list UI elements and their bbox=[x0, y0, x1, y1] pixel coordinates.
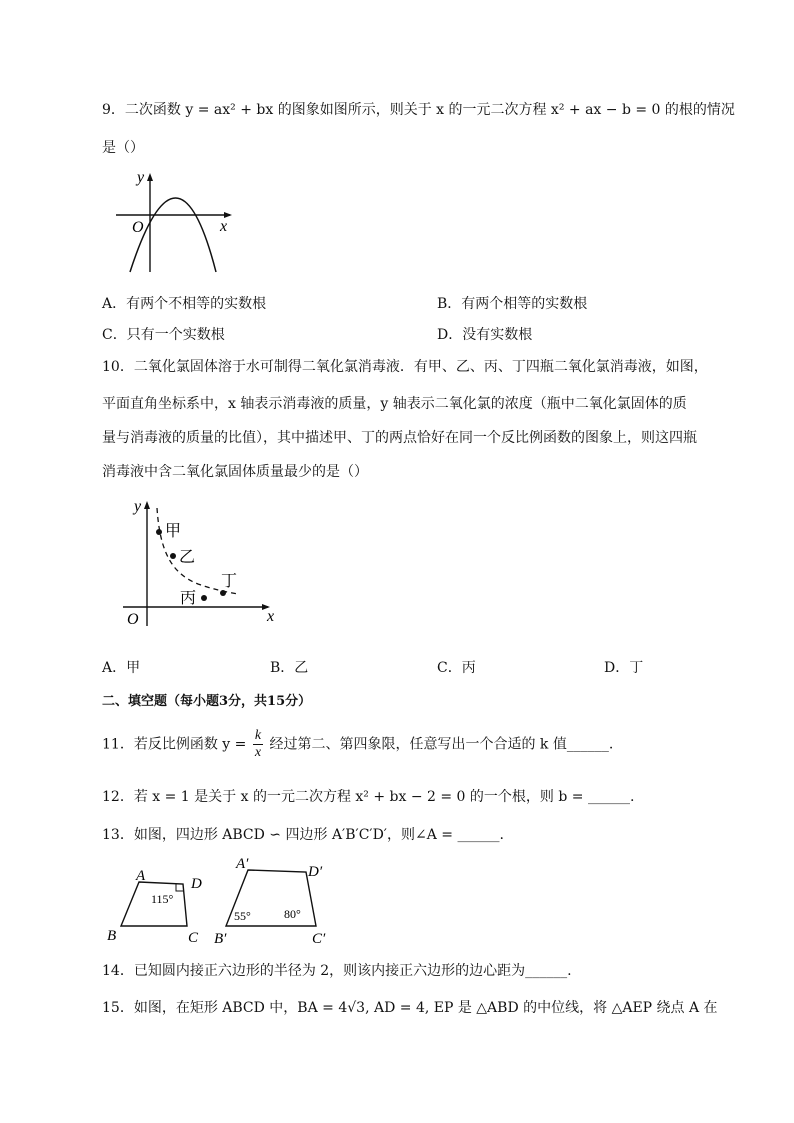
q13-quadrilateral-abcd-prime bbox=[212, 852, 342, 948]
q11-pre: 11．若反比例函数 y = bbox=[102, 736, 247, 753]
q13-stem: 13．如图，四边形 ABCD ∽ 四边形 A′B′C′D′，则∠A = ______. bbox=[102, 827, 504, 843]
q9-y-label: y bbox=[137, 169, 145, 186]
q13-label-c: C bbox=[188, 930, 199, 946]
q13-label-a: A bbox=[136, 868, 146, 884]
q10-stem-line3: 量与消毒液的质量的比值），其中描述甲、丁的两点恰好在同一个反比例函数的图象上，则这四瓶 bbox=[102, 430, 697, 446]
q13-quadrilateral-abcd bbox=[103, 866, 213, 946]
q11-post: 经过第二、第四象限，任意写出一个合适的 k 值______. bbox=[269, 736, 614, 753]
q10-option-a[interactable]: A．甲 bbox=[102, 660, 141, 676]
q10-label-jia: 甲 bbox=[165, 523, 182, 540]
q9-option-a[interactable]: A．有两个不相等的实数根 bbox=[102, 296, 267, 312]
section-fill-in-title: 二、填空题（每小题3分，共15分） bbox=[102, 694, 312, 709]
q10-stem-line2: 平面直角坐标系中，x 轴表示消毒液的质量，y 轴表示二氧化氯的浓度（瓶中二氧化氯固体的质 bbox=[102, 396, 687, 412]
q9-origin-label: O bbox=[132, 219, 144, 236]
q13-label-d: D bbox=[191, 876, 202, 892]
q10-hyperbola-figure bbox=[118, 494, 288, 634]
q13-label-b: B bbox=[107, 928, 117, 944]
q10-origin-label: O bbox=[127, 611, 139, 628]
q9-x-label: x bbox=[220, 218, 228, 235]
q10-label-yi: 乙 bbox=[179, 549, 196, 566]
q11-fraction bbox=[253, 728, 263, 761]
q10-y-label: y bbox=[134, 498, 142, 515]
q9-parabola-figure bbox=[110, 164, 240, 279]
q13-angle-80: 80° bbox=[284, 907, 301, 921]
q10-option-d[interactable]: D．丁 bbox=[604, 660, 644, 676]
q10-option-c[interactable]: C．丙 bbox=[437, 660, 476, 676]
q13-angle-55: 55° bbox=[234, 909, 251, 923]
q9-option-b[interactable]: B．有两个相等的实数根 bbox=[437, 296, 588, 312]
q13-label-b-prime: B′ bbox=[214, 931, 227, 947]
q15-stem: 15．如图，在矩形 ABCD 中，BA = 4√3, AD = 4, EP 是 △ABD 的中位线，将 △AEP 绕点 A 在 bbox=[102, 1000, 718, 1016]
q10-point-ding bbox=[220, 590, 226, 596]
q11-denominator: x bbox=[254, 745, 262, 760]
q13-label-d-prime: D′ bbox=[308, 864, 323, 880]
q10-y-arrow bbox=[144, 501, 150, 509]
q13-label-c-prime: C′ bbox=[312, 931, 326, 947]
q10-stem-line4: 消毒液中含二氧化氯固体质量最少的是（） bbox=[102, 464, 368, 480]
q10-label-bing: 丙 bbox=[180, 590, 197, 607]
q13-right-angle-d bbox=[176, 884, 183, 891]
q9-option-c[interactable]: C．只有一个实数根 bbox=[102, 327, 225, 343]
q13-label-a-prime: A′ bbox=[236, 856, 249, 872]
q9-y-arrow bbox=[147, 173, 153, 181]
q9-stem-line1: 9．二次函数 y = ax² + bx 的图象如图所示，则关于 x 的一元二次方程 x² + ax − b = 0 的根的情况 bbox=[102, 102, 735, 118]
q10-point-jia bbox=[156, 529, 162, 535]
q10-point-yi bbox=[170, 553, 176, 559]
q9-stem-line2: 是（） bbox=[102, 140, 144, 156]
q11-stem bbox=[102, 728, 613, 761]
q13-angle-115: 115° bbox=[151, 892, 174, 906]
q10-stem-line1: 10．二氧化氯固体溶于水可制得二氧化氯消毒液．有甲、乙、丙、丁四瓶二氧化氯消毒液，如图， bbox=[102, 359, 708, 375]
q10-label-ding: 丁 bbox=[221, 573, 238, 590]
q14-stem: 14．已知圆内接正六边形的半径为 2，则该内接正六边形的边心距为______. bbox=[102, 963, 572, 979]
q11-numerator: k bbox=[254, 728, 262, 743]
q10-x-label: x bbox=[267, 608, 275, 625]
q12-stem: 12．若 x = 1 是关于 x 的一元二次方程 x² + bx − 2 = 0 的一个根，则 b = ______. bbox=[102, 789, 635, 805]
q10-point-bing bbox=[201, 595, 207, 601]
q10-option-b[interactable]: B．乙 bbox=[270, 660, 309, 676]
q9-option-d[interactable]: D．没有实数根 bbox=[437, 327, 533, 343]
